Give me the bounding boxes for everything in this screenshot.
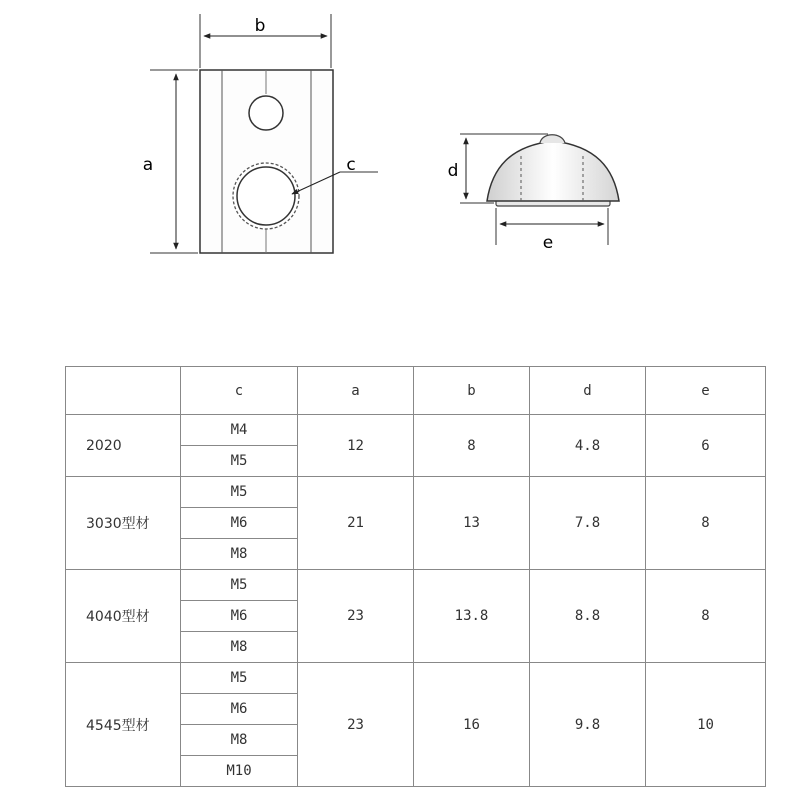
header-cell: a bbox=[298, 367, 414, 415]
dim-b-cell: 13 bbox=[414, 477, 530, 570]
thread-size-cell: M5 bbox=[181, 663, 298, 694]
threaded-hole bbox=[237, 167, 295, 225]
profile-cell: 3030型材 bbox=[66, 477, 181, 570]
dimension-e bbox=[496, 208, 608, 253]
table-row bbox=[66, 477, 766, 508]
header-cell: b bbox=[414, 367, 530, 415]
dim-a-cell: 23 bbox=[298, 570, 414, 663]
thread-size-cell: M6 bbox=[181, 694, 298, 725]
nut-dimension-drawing bbox=[0, 0, 800, 340]
header-row bbox=[66, 367, 766, 415]
dimension-a bbox=[143, 70, 198, 253]
table-row bbox=[66, 570, 766, 601]
front-view bbox=[200, 70, 333, 253]
label-c: c bbox=[346, 155, 356, 175]
side-view bbox=[487, 135, 619, 206]
dome-body bbox=[487, 141, 619, 201]
label-e: e bbox=[542, 233, 554, 253]
thread-size-cell: M6 bbox=[181, 508, 298, 539]
table-row bbox=[66, 415, 766, 446]
table-row bbox=[66, 663, 766, 694]
thread-size-cell: M5 bbox=[181, 446, 298, 477]
dimension-b bbox=[200, 14, 331, 68]
dim-e-cell: 10 bbox=[646, 663, 766, 787]
dim-e-cell: 6 bbox=[646, 415, 766, 477]
spec-table bbox=[65, 366, 766, 787]
dim-b-cell: 13.8 bbox=[414, 570, 530, 663]
header-cell bbox=[66, 367, 181, 415]
dim-a-cell: 12 bbox=[298, 415, 414, 477]
header-cell: c bbox=[181, 367, 298, 415]
thread-size-cell: M8 bbox=[181, 632, 298, 663]
dome-bump bbox=[540, 135, 565, 143]
label-d: d bbox=[447, 161, 459, 181]
dim-d-cell: 7.8 bbox=[530, 477, 646, 570]
dim-d-cell: 9.8 bbox=[530, 663, 646, 787]
thread-size-cell: M6 bbox=[181, 601, 298, 632]
thread-size-cell: M5 bbox=[181, 477, 298, 508]
label-b: b bbox=[254, 16, 266, 36]
dim-e-cell: 8 bbox=[646, 570, 766, 663]
thread-size-cell: M8 bbox=[181, 539, 298, 570]
dim-a-cell: 21 bbox=[298, 477, 414, 570]
dim-d-cell: 4.8 bbox=[530, 415, 646, 477]
profile-cell: 4040型材 bbox=[66, 570, 181, 663]
dim-e-cell: 8 bbox=[646, 477, 766, 570]
label-a: a bbox=[142, 155, 154, 175]
profile-cell: 4545型材 bbox=[66, 663, 181, 787]
dim-a-cell: 23 bbox=[298, 663, 414, 787]
spec-table-body bbox=[66, 415, 766, 787]
thread-size-cell: M8 bbox=[181, 725, 298, 756]
thread-size-cell: M10 bbox=[181, 756, 298, 787]
header-cell: d bbox=[530, 367, 646, 415]
dim-b-cell: 8 bbox=[414, 415, 530, 477]
profile-cell: 2020 bbox=[66, 415, 181, 477]
thread-size-cell: M4 bbox=[181, 415, 298, 446]
thread-size-cell: M5 bbox=[181, 570, 298, 601]
dim-b-cell: 16 bbox=[414, 663, 530, 787]
header-cell: e bbox=[646, 367, 766, 415]
dim-d-cell: 8.8 bbox=[530, 570, 646, 663]
small-hole bbox=[249, 96, 283, 130]
